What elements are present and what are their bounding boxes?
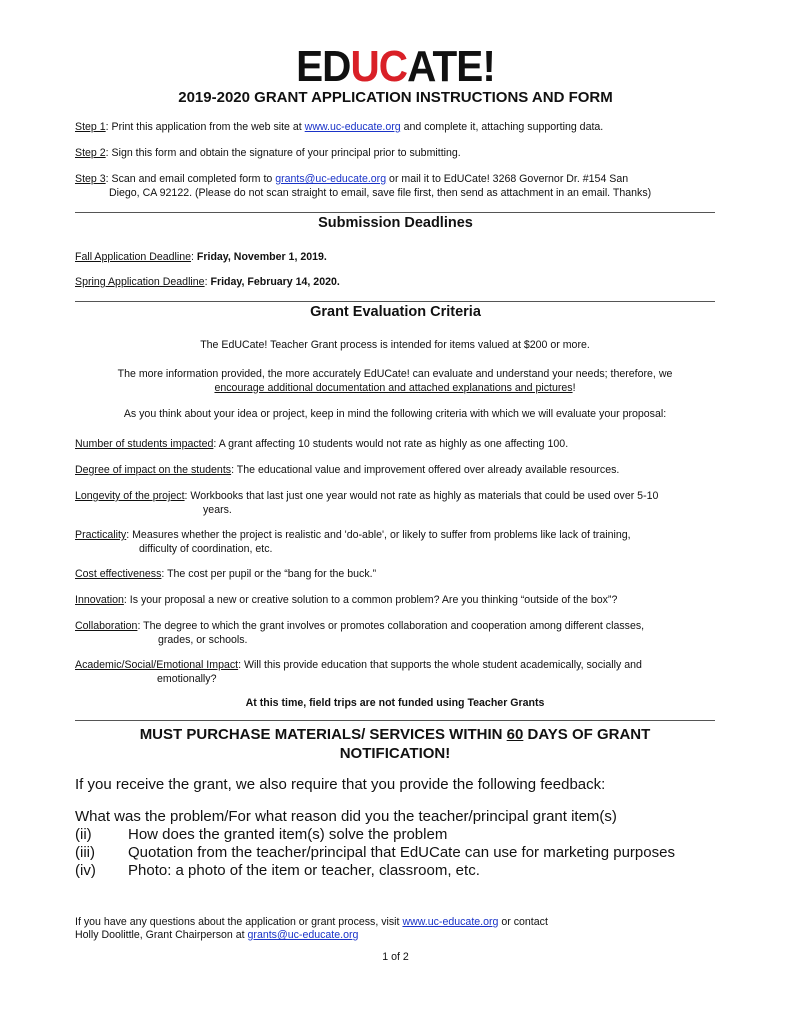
footer-contact-name: Holly Doolittle, Grant Chairperson at <box>75 929 248 941</box>
criterion-label: Longevity of the project <box>75 490 185 502</box>
footer-contact <box>75 916 715 942</box>
step-3-line-2: Diego, CA 92122. (Please do not scan straight to email, save file first, then send as attachment in an email. Thanks) <box>109 186 652 199</box>
grants-email-link[interactable]: grants@uc-educate.org <box>275 173 387 185</box>
criterion-item <box>75 529 725 556</box>
field-trips-note: At this time, field trips are not funded using Teacher Grants <box>245 697 545 709</box>
criteria-intro-2 <box>75 368 715 395</box>
criterion-text: : The cost per pupil or the “bang for the buck.” <box>161 568 377 580</box>
criterion-label: Academic/Social/Emotional Impact <box>75 659 239 671</box>
fall-deadline-value: Friday, November 1, 2019. <box>196 251 327 263</box>
notice-text-end: DAYS OF GRANT <box>523 726 651 743</box>
criterion-text: : The degree to which the grant involves or promotes collaboration and cooperation among different classes, <box>137 620 645 632</box>
divider <box>75 301 715 302</box>
criterion-item <box>75 659 725 686</box>
step-2-text: : Sign this form and obtain the signature of your principal prior to submitting. <box>105 147 461 159</box>
feedback-item <box>75 862 480 880</box>
logo-text-ed: ED <box>296 42 351 91</box>
criteria-intro-3: As you think about your idea or project, keep in mind the following criteria with which we will evaluate your proposal: <box>123 408 667 420</box>
criterion-label: Degree of impact on the students <box>75 464 232 476</box>
criterion-text: : Will this provide education that supports the whole student academically, socially and <box>238 659 642 671</box>
footer-email-link[interactable]: grants@uc-educate.org <box>247 929 359 941</box>
step-2 <box>75 147 725 161</box>
criterion-text-cont: years. <box>203 503 232 516</box>
criterion-text: : Is your proposal a new or creative solution to a common problem? Are you thinking “outside of the box”? <box>123 594 618 606</box>
feedback-question-1: What was the problem/For what reason did you the teacher/principal grant item(s) <box>75 808 617 825</box>
criterion-text-cont: grades, or schools. <box>158 633 248 646</box>
notice-text: MUST PURCHASE MATERIALS/ SERVICES WITHIN <box>139 726 507 743</box>
criterion-text-cont: difficulty of coordination, etc. <box>139 542 273 555</box>
spring-deadline-value: Friday, February 14, 2020. <box>210 276 340 288</box>
step-3-text: : Scan and email completed form to <box>105 173 276 185</box>
criterion-label: Cost effectiveness <box>75 568 162 580</box>
website-link[interactable]: www.uc-educate.org <box>304 121 401 133</box>
criterion-text: : Measures whether the project is realistic and 'do-able', or likely to suffer from problems like lack of training, <box>126 529 631 541</box>
criterion-item <box>75 490 725 517</box>
criterion-item <box>75 464 725 478</box>
notice-line-2: NOTIFICATION! <box>339 745 451 762</box>
footer-website-link[interactable]: www.uc-educate.org <box>402 916 499 928</box>
logo-text-uc: UC <box>350 42 408 91</box>
criterion-text: : Workbooks that last just one year would not rate as highly as materials that could be used over 5-10 <box>184 490 659 502</box>
criterion-text: : A grant affecting 10 students would not rate as highly as one affecting 100. <box>213 438 569 450</box>
feedback-item-text: Photo: a photo of the item or teacher, classroom, etc. <box>128 862 480 879</box>
criteria-intro-2-line-2: encourage additional documentation and attached explanations and pictures <box>214 381 573 394</box>
criteria-intro-2-line-1: The more information provided, the more accurately EdUCate! can evaluate and understand your needs; therefore, we <box>117 368 673 380</box>
step-1-label: Step 1 <box>75 121 106 133</box>
criterion-label: Practicality <box>75 529 127 541</box>
feedback-item-text: How does the granted item(s) solve the problem <box>128 826 448 843</box>
divider <box>75 212 715 213</box>
step-3-text-end: or mail it to EdUCate! 3268 Governor Dr. #154 San <box>386 173 629 185</box>
spring-deadline: Spring Application Deadline: Friday, February 14, 2020. <box>75 276 340 288</box>
fall-deadline-label: Fall Application Deadline <box>75 251 192 263</box>
page-title: 2019-2020 GRANT APPLICATION INSTRUCTIONS AND FORM <box>178 89 613 106</box>
criterion-item <box>75 438 725 452</box>
criterion-text-cont: emotionally? <box>157 672 217 685</box>
divider <box>75 720 715 721</box>
step-3-label: Step 3 <box>75 173 106 185</box>
step-3 <box>75 173 725 200</box>
footer-text: If you have any questions about the application or grant process, visit <box>75 916 403 928</box>
criteria-intro-2-end: ! <box>572 381 576 394</box>
deadlines-heading: Submission Deadlines <box>318 215 473 231</box>
feedback-item-number: (iii) <box>75 844 95 861</box>
criteria-heading: Grant Evaluation Criteria <box>310 304 481 320</box>
feedback-intro: If you receive the grant, we also require that you provide the following feedback: <box>75 776 606 793</box>
criterion-label: Collaboration <box>75 620 138 632</box>
criterion-text: : The educational value and improvement offered over already available resources. <box>231 464 620 476</box>
step-1-text: : Print this application from the web site at <box>105 121 305 133</box>
criteria-intro-1: The EdUCate! Teacher Grant process is intended for items valued at $200 or more. <box>200 339 590 351</box>
logo-text-ate: ATE! <box>407 42 495 91</box>
notice-days: 60 <box>506 726 524 743</box>
criterion-item <box>75 568 725 582</box>
footer-text-end: or contact <box>498 916 548 928</box>
fall-deadline: Fall Application Deadline: Friday, November 1, 2019. <box>75 251 327 263</box>
step-1-text-end: and complete it, attaching supporting data. <box>400 121 604 133</box>
purchase-deadline-notice <box>75 725 715 763</box>
feedback-item-number: (iv) <box>75 862 96 879</box>
feedback-item-text: Quotation from the teacher/principal that EdUCate can use for marketing purposes <box>128 844 675 861</box>
feedback-item <box>75 844 675 862</box>
criterion-item <box>75 620 725 647</box>
spring-deadline-label: Spring Application Deadline <box>75 276 205 288</box>
step-2-label: Step 2 <box>75 147 106 159</box>
educate-logo <box>32 42 760 91</box>
step-1 <box>75 121 725 135</box>
criterion-item <box>75 594 725 608</box>
criterion-label: Number of students impacted <box>75 438 214 450</box>
feedback-item <box>75 826 447 844</box>
feedback-item-number: (ii) <box>75 826 92 843</box>
criterion-label: Innovation <box>75 594 124 606</box>
page-number: 1 of 2 <box>382 951 409 963</box>
